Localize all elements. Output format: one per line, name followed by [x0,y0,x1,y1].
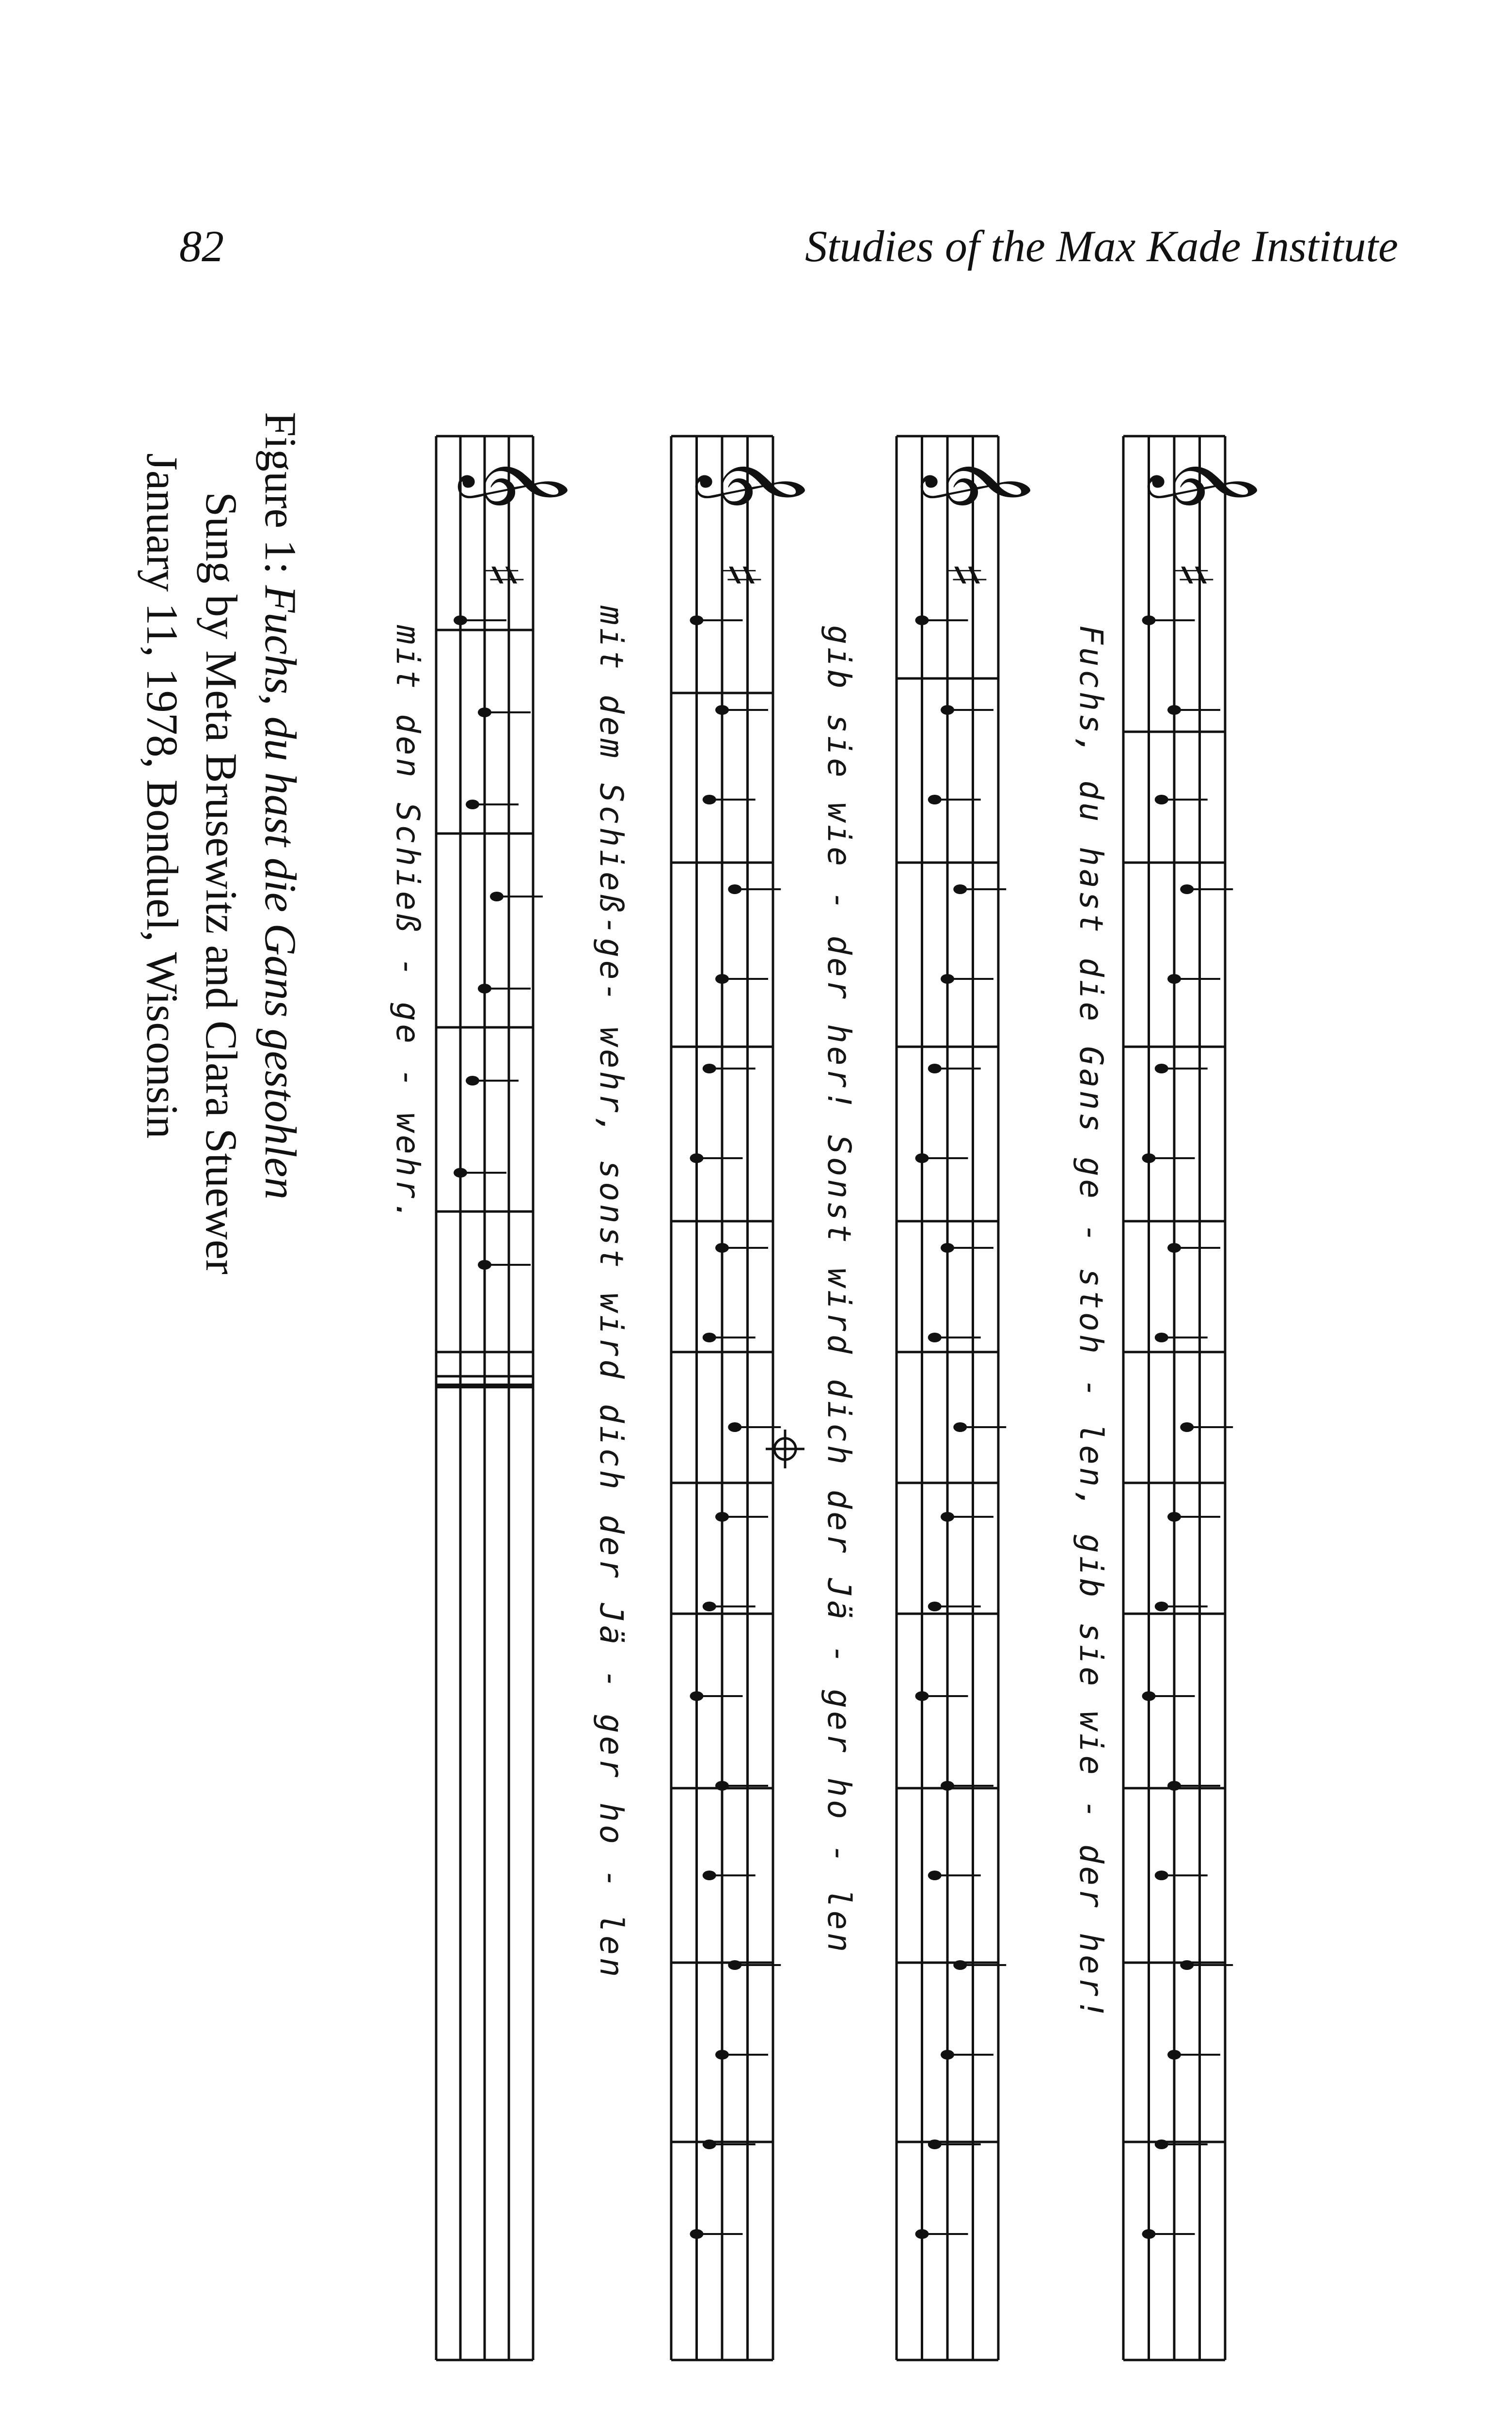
treble-clef-icon: 𝄞 [926,456,1033,510]
treble-clef-icon: 𝄞 [1152,456,1260,510]
figure-label: Figure 1: [256,412,305,574]
running-title: Studies of the Max Kade Institute [805,221,1398,271]
figure-date-place: January 11, 1978, Bonduel, Wisconsin [138,453,187,1139]
sharp-icon: ♯ [472,562,534,588]
figure-title: Fuchs, du hast die Gans gestohlen [256,585,305,1200]
sharp-icon: ♯ [935,562,997,588]
staff-system-2 [897,436,1033,2360]
sharp-icon: ♯ [709,562,772,588]
page-number: 82 [179,221,224,271]
treble-clef-icon: 𝄞 [463,456,570,510]
staff-system-1 [1123,436,1260,2360]
figure-singers: Sung by Meta Brusewitz and Clara Stuewer [197,492,246,1274]
staff-system-4 [436,436,570,2360]
sharp-icon: ♯ [1162,562,1224,588]
treble-clef-icon: 𝄞 [700,456,807,510]
staff-system-3 [671,436,807,2360]
